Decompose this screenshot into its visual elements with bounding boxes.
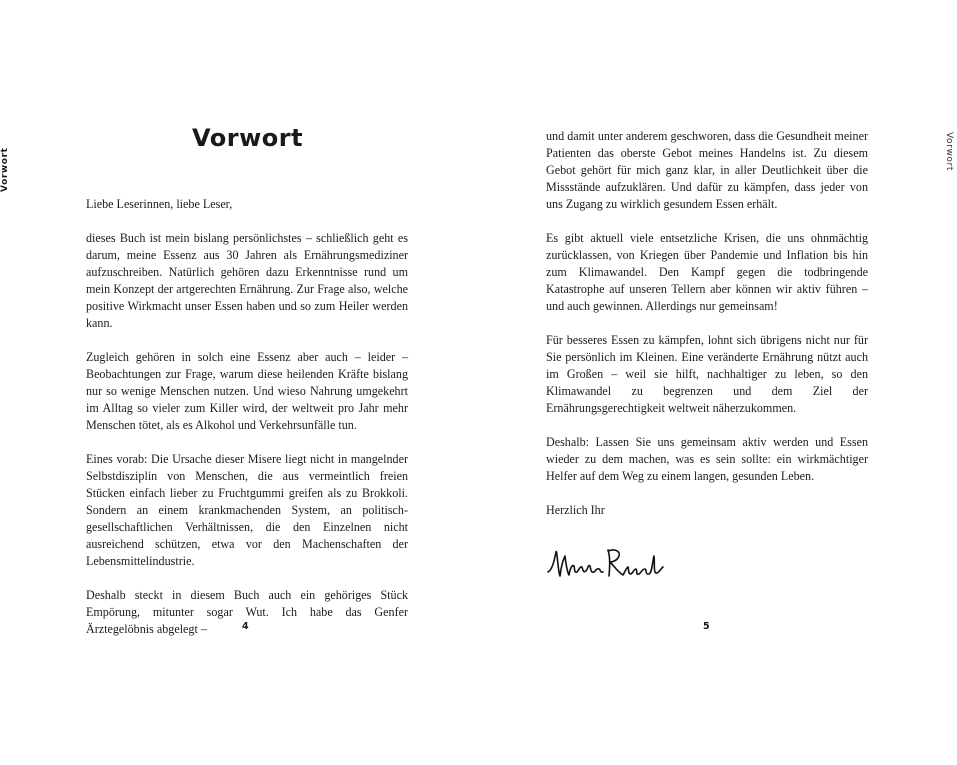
- left-page-text: [86, 196, 408, 655]
- paragraph: Es gibt aktuell viele entsetzliche Krisen, die uns ohnmächtig zurücklassen, von Kriegen über Pandemie und Inflation bis hin zum Klimawandel. Den Kampf gegen die todbringende Katastrophe auf unseren Tellern aber können wir aktiv führen – und auch gewinnen. Allerdings nur gemeinsam!: [546, 231, 868, 313]
- paragraph: und damit unter anderem geschworen, dass die Gesundheit meiner Patienten das oberste Gebot meines Handelns ist. Zu diesem Gebot gehört für mich ganz klar, in aller Deutlichkeit über die Missstände aufzuklären. Und dafür zu kämpfen, dass jeder von uns Zugang zu wirklich gesundem Essen erhält.: [546, 129, 868, 211]
- page-number-right: 5: [703, 621, 710, 632]
- chapter-title: Vorwort: [192, 124, 304, 152]
- paragraph: Deshalb steckt in diesem Buch auch ein gehöriges Stück Empörung, mitunter sogar Wut. Ich habe das Genfer Ärztegelöbnis abgelegt –: [86, 588, 408, 636]
- running-head-right: Vorwort: [944, 132, 954, 171]
- paragraph: Für besseres Essen zu kämpfen, lohnt sich übrigens nicht nur für Sie persönlich im Kleinen. Eine veränderte Ernährung nützt auch im Großen – weil sie hilft, nachhaltiger zu leben, so den Klimawandel zu begrenzen und dem Ziel der Ernährungsgerechtigkeit weltweit näherzukommen.: [546, 333, 868, 415]
- greeting: Liebe Leserinnen, liebe Leser,: [86, 197, 233, 211]
- signature-image: [544, 542, 668, 584]
- page-number-left: 4: [242, 621, 249, 632]
- paragraph: dieses Buch ist mein bislang persönlichstes – schließlich geht es darum, meine Essenz aus 30 Jahren als Ernährungsmediziner aufzuschreiben. Natürlich gehören dazu Erkenntnisse rund um mein Konzept der artgerechten Ernährung. Zur Frage also, welche positive Wirkmacht unser Essen haben und so zum Heiler werden kann.: [86, 231, 408, 330]
- right-page-text: [546, 128, 868, 536]
- paragraph: Eines vorab: Die Ursache dieser Misere liegt nicht in mangelnder Selbstdisziplin von Menschen, die aus vermeintlich freien Stücken einfach lieber zu Fruchtgummi greifen als zu Brokkoli. Sondern an einem krankmachenden System, an politisch-gesellschaftlichen Verhältnissen, die den Einzelnen nicht ausreichend schützen, etwa vor den Machenschaften der Lebensmittelindustrie.: [86, 452, 408, 568]
- paragraph: Deshalb: Lassen Sie uns gemeinsam aktiv werden und Essen wieder zu dem machen, was es sein sollte: ein wirkmächtiger Helfer auf dem Weg zu einem langen, gesunden Leben.: [546, 435, 868, 483]
- running-head-left: Vorwort: [0, 147, 10, 192]
- closing: Herzlich Ihr: [546, 503, 605, 517]
- paragraph: Zugleich gehören in solch eine Essenz aber auch – leider – Beobachtungen zur Frage, warum diese heilenden Kräfte bislang nur so wenige Menschen nutzen. Und wieso Nahrung umgekehrt im Alltag so vieler zum Killer wird, der weltweit pro Jahr mehr Menschen tötet, als es Alkohol und Verkehrsunfälle tun.: [86, 350, 408, 432]
